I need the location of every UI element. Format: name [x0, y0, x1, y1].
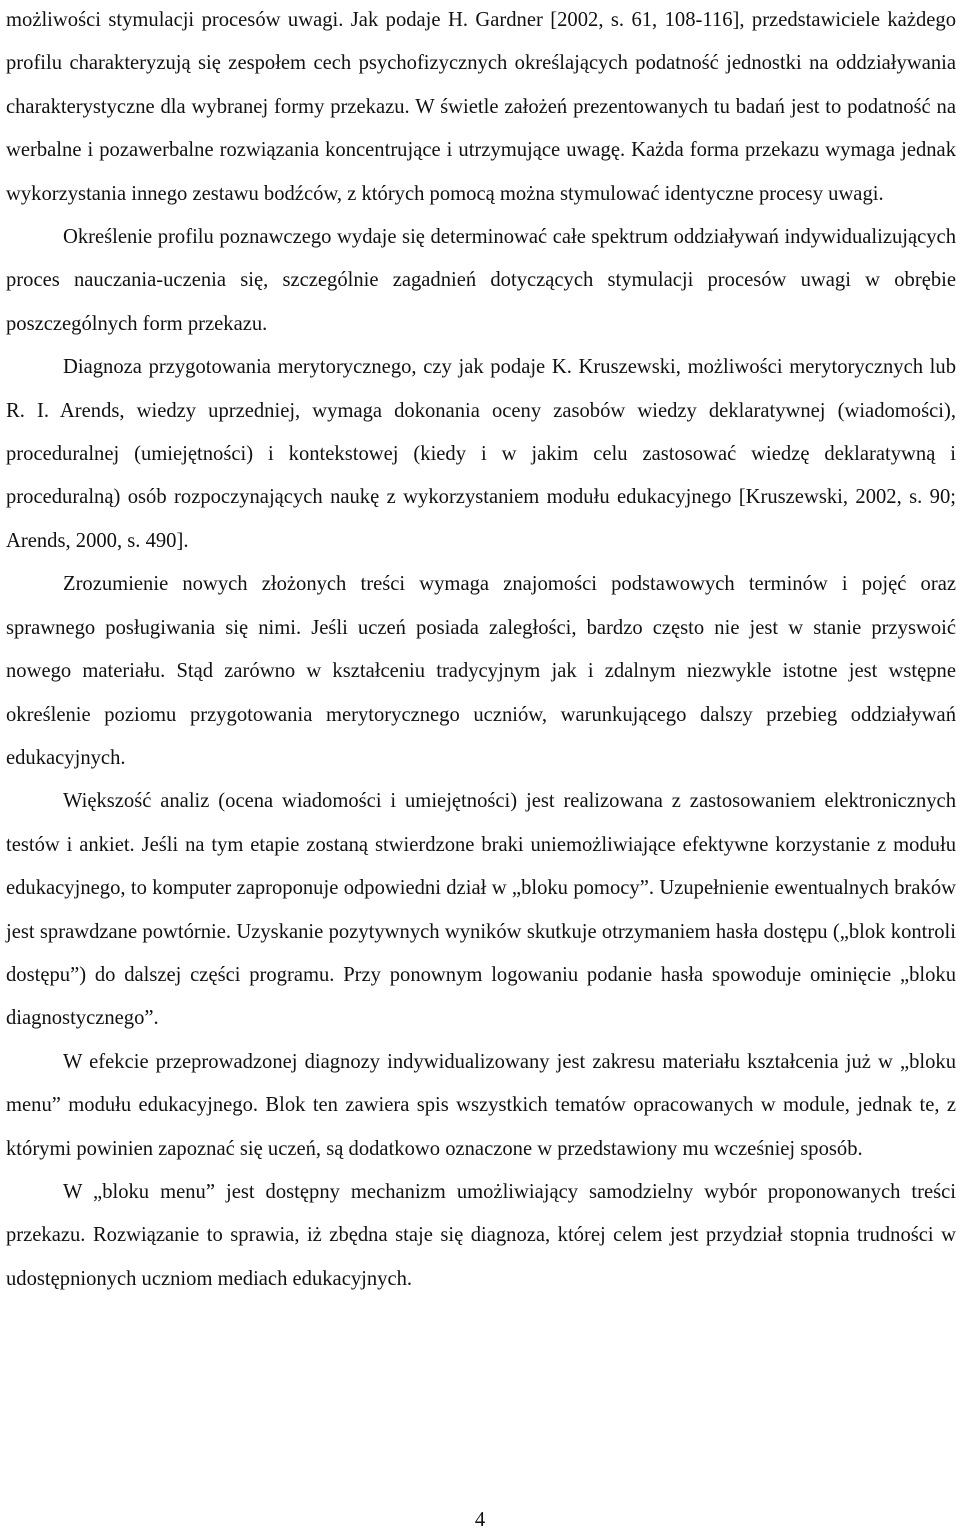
paragraph-continuation: możliwości stymulacji procesów uwagi. Jak podaje H. Gardner [2002, s. 61, 108-116], przedstawiciele każdego profilu charakteryzują się zespołem cech psychofizycznych określających podatność jednostki na oddziaływania charakterystyczne dla wybranej formy przekazu. W świetle założeń prezentowanych tu badań jest to podatność na werbalne i pozawerbalne rozwiązania koncentrujące i utrzymujące uwagę. Każda forma przekazu wymaga jednak wykorzystania innego zestawu bodźców, z których pomocą można stymulować identyczne procesy uwagi. [6, 9, 956, 205]
paragraph-diagnosis-effect: W efekcie przeprowadzonej diagnozy indywidualizowany jest zakresu materiału kształcenia już w „bloku menu” modułu edukacyjnego. Blok ten zawiera spis wszystkich tematów opracowanych w module, jednak te, z którymi powinien zapoznać się uczeń, są dodatkowo oznaczone w przedstawiony mu wcześniej sposób. [6, 1050, 956, 1160]
paragraph-menu-block: W „bloku menu” jest dostępny mechanizm umożliwiający samodzielny wybór proponowanych treści przekazu. Rozwiązanie to sprawia, iż zbędna staje się diagnoza, której celem jest przydział stopnia trudności w udostępnionych uczniom mediach edukacyjnych. [6, 1180, 956, 1290]
page-number: 4 [474, 1509, 486, 1531]
paragraph-cognitive-profile: Określenie profilu poznawczego wydaje się determinować całe spektrum oddziaływań indywidualizujących proces nauczania-uczenia się, szczególnie zagadnień dotyczących stymulacji procesów uwagi w obrębie poszczególnych form przekazu. [6, 226, 956, 335]
paragraph-understanding: Zrozumienie nowych złożonych treści wymaga znajomości podstawowych terminów i pojęć oraz sprawnego posługiwania się nimi. Jeśli uczeń posiada zaległości, bardzo często nie jest w stanie przyswoić nowego materiału. Stąd zarówno w kształceniu tradycyjnym jak i zdalnym niezwykle istotne jest wstępne określenie poziomu przygotowania merytorycznego uczniów, warunkującego dalszy przebieg oddziaływań edukacyjnych. [6, 573, 956, 769]
document-body [6, 0, 956, 1301]
paragraph-diagnosis: Diagnoza przygotowania merytorycznego, czy jak podaje K. Kruszewski, możliwości merytorycznych lub R. I. Arends, wiedzy uprzedniej, wymaga dokonania oceny zasobów wiedzy deklaratywnej (wiadomości), proceduralnej (umiejętności) i kontekstowej (kiedy i w jakim celu zastosować wiedzę deklaratywną i proceduralną) osób rozpoczynających naukę z wykorzystaniem modułu edukacyjnego [Kruszewski, 2002, s. 90; Arends, 2000, s. 490]. [6, 356, 956, 552]
paragraph-analyses: Większość analiz (ocena wiadomości i umiejętności) jest realizowana z zastosowaniem elektronicznych testów i ankiet. Jeśli na tym etapie zostaną stwierdzone braki uniemożliwiające efektywne korzystanie z modułu edukacyjnego, to komputer zaproponuje odpowiedni dział w „bloku pomocy”. Uzupełnienie ewentualnych braków jest sprawdzane powtórnie. Uzyskanie pozytywnych wyników skutkuje otrzymaniem hasła dostępu („blok kontroli dostępu”) do dalszej części programu. Przy ponownym logowaniu podanie hasła spowoduje ominięcie „bloku diagnostycznego”. [6, 790, 956, 1030]
